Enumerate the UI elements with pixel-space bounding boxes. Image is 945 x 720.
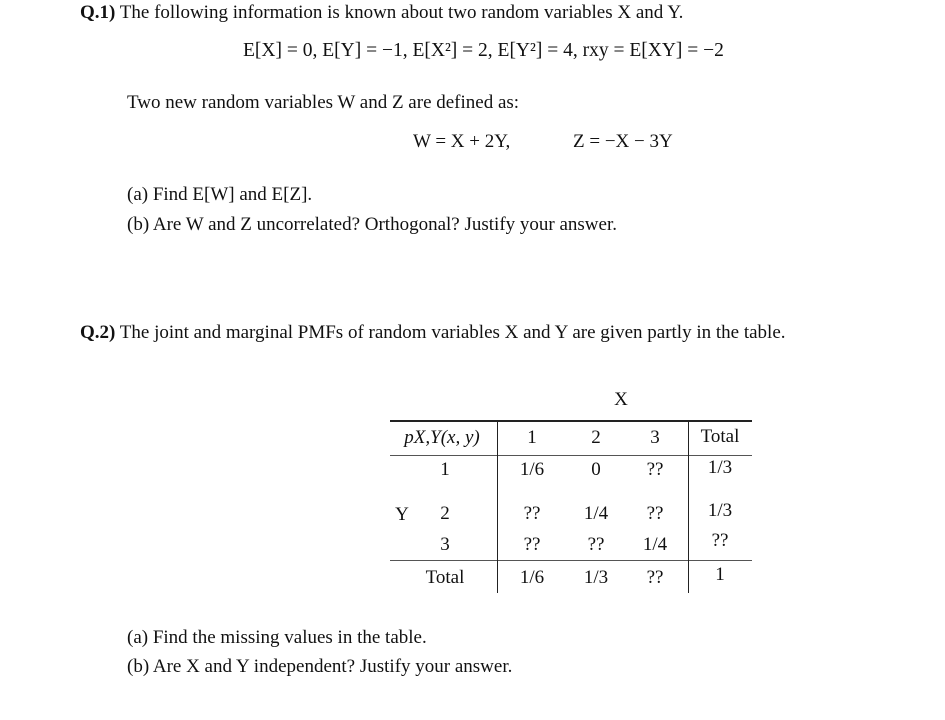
y-axis-label: Y: [395, 504, 409, 525]
z-definition: Z = −X − 3Y: [573, 131, 673, 152]
col-header-total: Total: [700, 426, 740, 447]
q1-label: Q.1): [80, 2, 116, 23]
cell: ??: [587, 534, 605, 555]
row-label: 2: [440, 503, 450, 524]
w-definition: W = X + 2Y,: [413, 131, 511, 152]
q1-defined: Two new random variables W and Z are defined as:: [127, 92, 520, 113]
cell: 1/3: [583, 567, 609, 588]
cell: 1/4: [642, 534, 668, 555]
cell-total: 1: [715, 564, 725, 585]
table-corner-label: pX,Y(x, y): [404, 427, 480, 448]
q1-equation: E[X] = 0, E[Y] = −1, E[X²] = 2, E[Y²] = 4, rxy = E[XY] = −2: [243, 40, 724, 61]
vertical-rule-2: [688, 421, 689, 593]
cell-total: 1/3: [707, 457, 733, 478]
header-rule: [390, 455, 752, 456]
q1-text: The following information is known about two random variables X and Y.: [119, 2, 684, 23]
row-label: 1: [440, 459, 450, 480]
cell: ??: [523, 503, 541, 524]
cell: 1/4: [583, 503, 609, 524]
cell: ??: [646, 503, 664, 524]
cell: 1/6: [519, 459, 545, 480]
x-axis-label: X: [614, 389, 628, 410]
col-header: 3: [650, 427, 660, 448]
col-header: 1: [527, 427, 537, 448]
cell: ??: [646, 567, 664, 588]
cell-total: ??: [711, 530, 729, 551]
q1-part-a: (a) Find E[W] and E[Z].: [127, 184, 313, 205]
row-label: 3: [440, 534, 450, 555]
q2-part-a: (a) Find the missing values in the table.: [127, 627, 427, 648]
row-label: Total: [425, 567, 465, 588]
cell: ??: [523, 534, 541, 555]
q1-heading: [80, 2, 683, 24]
q1-part-b: (b) Are W and Z uncorrelated? Orthogonal? Justify your answer.: [127, 214, 617, 235]
q2-label: Q.2): [80, 322, 116, 343]
cell: ??: [646, 459, 664, 480]
q2-text: The joint and marginal PMFs of random variables X and Y are given partly in the table.: [119, 322, 786, 343]
cell: 1/6: [519, 567, 545, 588]
table-top-rule: [390, 420, 752, 422]
q2-heading: [80, 322, 786, 344]
cell: 0: [591, 459, 601, 480]
cell-total: 1/3: [707, 500, 733, 521]
col-header: 2: [591, 427, 601, 448]
vertical-rule-1: [497, 421, 498, 593]
q2-part-b: (b) Are X and Y independent? Justify your answer.: [127, 656, 513, 677]
total-rule: [390, 560, 752, 561]
